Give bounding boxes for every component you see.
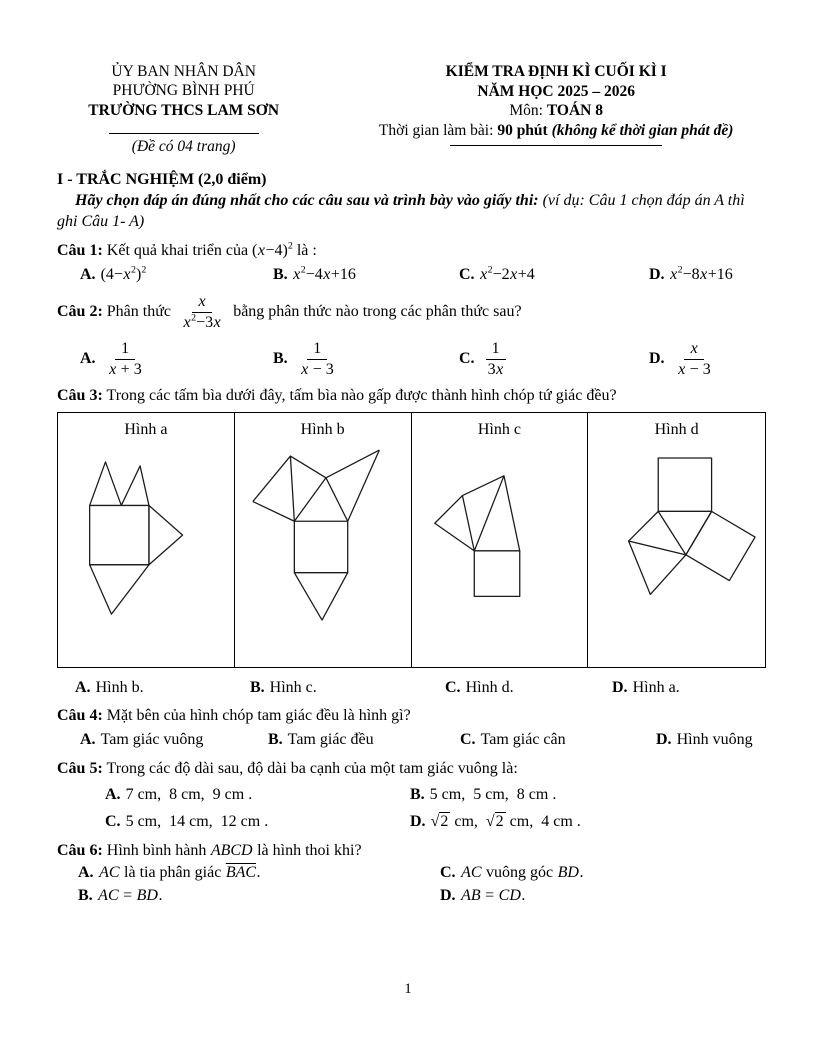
time-note: (không kể thời gian phát đề) <box>551 122 734 140</box>
option-text: Hình b. <box>95 678 144 696</box>
option-text: $x^2-4x+16$ <box>293 264 356 283</box>
option-letter: D. <box>649 266 665 283</box>
subject-value: TOÁN 8 <box>546 102 603 120</box>
option-text: AC vuông góc BD. <box>461 864 584 882</box>
q1-option-c <box>459 265 649 286</box>
option-letter: A. <box>78 864 94 882</box>
question-6 <box>57 840 766 907</box>
document-header <box>57 62 766 157</box>
header-right-rule <box>450 145 662 146</box>
q5-stem <box>57 758 766 779</box>
option-text: √2 cm, √2 cm, 4 cm . <box>430 813 581 831</box>
authority-line-1: ỦY BAN NHÂN DÂN <box>111 63 256 80</box>
q3-figure-d-cell <box>588 413 765 667</box>
option-text: $x^2-8x+16$ <box>670 264 733 283</box>
q4-option-d <box>656 730 766 751</box>
q3-stem <box>57 385 766 406</box>
school-name: TRƯỜNG THCS LAM SƠN <box>88 101 280 119</box>
section-1-instruction <box>57 191 766 233</box>
option-text: Hình a. <box>632 678 680 696</box>
instruction-main: Hãy chọn đáp án đúng nhất cho các câu sau và trình bày vào giấy thi: <box>75 192 543 210</box>
q6-option-b <box>78 886 440 907</box>
q2-label: Câu 2: <box>57 302 103 320</box>
q4-label: Câu 4: <box>57 707 103 725</box>
q6-options-row-2 <box>57 886 766 907</box>
option-text: 5 cm, 14 cm, 12 cm . <box>125 813 269 831</box>
pyramid-net-d-image <box>593 443 761 643</box>
q2-option-a <box>80 340 273 379</box>
option-text: $\frac{1}{x - 3}$ <box>301 339 334 378</box>
pyramid-net-b-image <box>239 443 407 643</box>
q3-option-b <box>250 678 445 699</box>
q5-stem-text: Trong các độ dài sau, độ dài ba cạnh của một tam giác vuông là: <box>102 760 518 778</box>
q6-option-c <box>440 863 766 884</box>
q6-label: Câu 6: <box>57 841 103 859</box>
time-line <box>346 121 766 141</box>
q4-option-c <box>460 730 656 751</box>
issuing-authority-block <box>57 62 310 157</box>
exam-title: KIỂM TRA ĐỊNH KÌ CUỐI KÌ I <box>445 63 667 80</box>
option-letter: B. <box>273 266 288 283</box>
q6-options-row-1 <box>57 863 766 884</box>
section-1-title: I - TRẮC NGHIỆM (2,0 điểm) <box>57 170 267 188</box>
option-text: $(4-x^2)^2$ <box>100 264 147 283</box>
subject-line <box>346 101 766 121</box>
q3-figure-a-cell <box>58 413 235 667</box>
option-letter: C. <box>459 266 475 283</box>
option-text: Tam giác cân <box>480 731 566 749</box>
q4-option-b <box>268 730 460 751</box>
option-text: AC = BD. <box>98 886 163 904</box>
q3-figure-c-cell <box>412 413 589 667</box>
q5-option-c <box>105 812 410 833</box>
option-letter: D. <box>440 886 456 904</box>
q6-option-d <box>440 886 766 907</box>
option-letter: A. <box>105 786 121 804</box>
question-2 <box>57 293 766 379</box>
q4-options <box>57 730 766 751</box>
q3-figure-table <box>57 412 766 668</box>
option-text: AC là tia phân giác $\overline{BAC}$. <box>99 864 261 882</box>
q1-option-b <box>273 265 459 286</box>
option-letter: B. <box>268 731 283 749</box>
q1-label: Câu 1: <box>57 241 103 259</box>
option-letter: C. <box>440 864 456 882</box>
question-5 <box>57 758 766 833</box>
q5-option-b <box>410 785 766 806</box>
pyramid-net-c-image <box>415 443 583 643</box>
pages-note: (Đề có 04 trang) <box>131 138 236 156</box>
q1-option-a <box>80 265 273 286</box>
q5-options-row-2 <box>57 812 766 833</box>
option-letter: C. <box>459 349 475 367</box>
option-text: Hình c. <box>269 678 317 696</box>
q3-option-a <box>75 678 250 699</box>
option-letter: D. <box>410 813 426 831</box>
option-text: $x^2-2x+4$ <box>480 264 535 283</box>
q3-figure-a-label: Hình a <box>124 420 168 438</box>
option-text: Hình vuông <box>676 731 753 749</box>
option-letter: B. <box>410 786 425 804</box>
option-letter: B. <box>250 678 265 696</box>
question-3 <box>57 385 766 698</box>
question-1 <box>57 240 766 286</box>
option-letter: B. <box>78 886 93 904</box>
q5-option-a <box>105 785 410 806</box>
q3-option-c <box>445 678 612 699</box>
q2-option-b <box>273 340 459 379</box>
option-letter: D. <box>612 678 628 696</box>
option-letter: C. <box>445 678 461 696</box>
option-text: AB = CD. <box>461 886 526 904</box>
option-text: Tam giác vuông <box>100 731 204 749</box>
q1-stem-text: Kết quả khai triển của $(x-4)^2$ là : <box>102 240 317 259</box>
q3-option-d <box>612 678 766 699</box>
q6-option-a <box>78 863 440 884</box>
q4-option-a <box>80 730 268 751</box>
option-letter: A. <box>80 266 96 283</box>
school-year: NĂM HỌC 2025 – 2026 <box>477 82 635 100</box>
q4-stem-text: Mặt bên của hình chóp tam giác đều là hình gì? <box>102 707 411 725</box>
q3-stem-text: Trong các tấm bìa dưới đây, tấm bìa nào gấp được thành hình chóp tứ giác đều? <box>102 387 617 405</box>
q2-options <box>57 340 766 379</box>
q2-stem-text: Phân thức $\frac{x}{x^2-3x}$ bằng phân thức nào trong các phân thức sau? <box>102 292 522 331</box>
q3-figure-c-label: Hình c <box>477 420 521 438</box>
option-letter: A. <box>80 349 96 367</box>
question-4 <box>57 705 766 751</box>
q2-stem <box>57 293 766 332</box>
q2-option-d <box>649 340 766 379</box>
q6-stem <box>57 840 766 861</box>
q5-options-row-1 <box>57 785 766 806</box>
header-left-rule <box>109 133 259 134</box>
q3-figure-b-label: Hình b <box>300 420 345 438</box>
option-text: $\frac{x}{x - 3}$ <box>678 339 711 378</box>
option-text: Hình d. <box>465 678 514 696</box>
option-letter: D. <box>656 731 672 749</box>
option-letter: A. <box>80 731 96 749</box>
q1-stem <box>57 240 766 261</box>
option-letter: B. <box>273 349 288 367</box>
option-text: 5 cm, 5 cm, 8 cm . <box>429 786 557 804</box>
time-label: Thời gian làm bài: <box>378 122 498 140</box>
option-text: $\frac{1}{3x}$ <box>480 350 512 367</box>
q1-option-d <box>649 265 766 286</box>
q5-option-d <box>410 812 766 833</box>
authority-line-2: PHƯỜNG BÌNH PHÚ <box>112 82 255 100</box>
subject-label: Môn: <box>509 102 547 120</box>
time-value: 90 phút <box>497 122 552 140</box>
q4-stem <box>57 705 766 726</box>
q3-label: Câu 3: <box>57 387 103 405</box>
option-letter: C. <box>460 731 476 749</box>
page-number: 1 <box>404 981 412 997</box>
option-text: $\frac{1}{x + 3}$ <box>109 339 142 378</box>
option-text: 7 cm, 8 cm, 9 cm . <box>125 786 253 804</box>
q2-option-c <box>459 340 649 379</box>
option-text: Tam giác đều <box>287 731 374 749</box>
exam-title-block <box>346 62 766 146</box>
option-letter: D. <box>649 349 665 367</box>
q3-options <box>57 678 766 699</box>
instruction-example: (ví dụ: Câu 1 chọn đáp án A thì ghi Câu 1- A) <box>57 192 745 231</box>
q3-figure-d-label: Hình d <box>654 420 699 438</box>
q6-stem-text: Hình bình hành ABCD là hình thoi khi? <box>102 841 362 859</box>
pyramid-net-a-image <box>62 443 230 643</box>
option-letter: C. <box>105 813 121 831</box>
q3-figure-b-cell <box>235 413 412 667</box>
q1-options <box>57 265 766 286</box>
option-letter: A. <box>75 678 91 696</box>
q5-label: Câu 5: <box>57 760 103 778</box>
